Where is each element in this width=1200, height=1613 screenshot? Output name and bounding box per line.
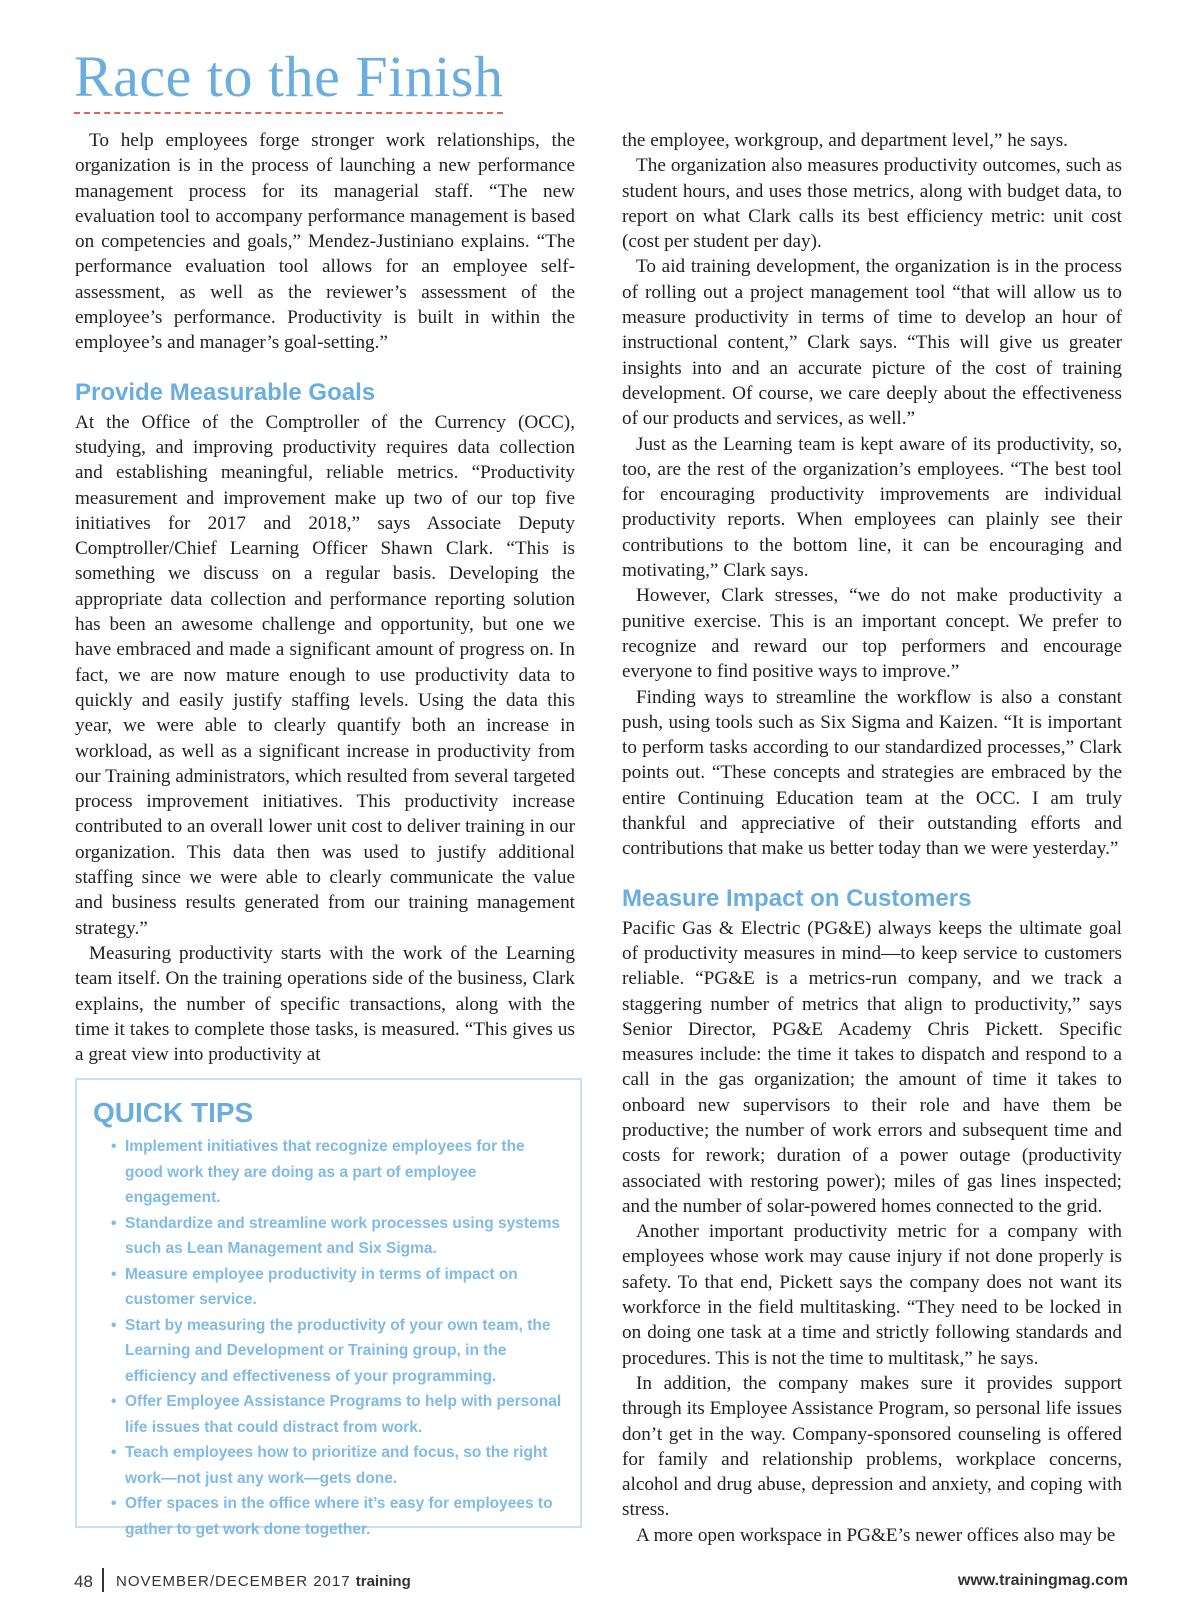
bullet-icon: • bbox=[111, 1495, 117, 1512]
list-item bbox=[93, 1389, 564, 1440]
paragraph: Just as the Learning team is kept aware of its productivity, so, too, are the rest of the organization’s employees. “The best tool for encouraging productivity improvements are individual productivity reports. When employees can plainly see their contributions to the bottom line, it can be encouraging and motivating,” Clark says. bbox=[622, 433, 1122, 582]
paragraph: Pacific Gas & Electric (PG&E) always keeps the ultimate goal of productivity measures in mind—to keep service to customers reliable. “PG&E is a metrics-run company, and we track a staggering number of metrics that align to productivity,” says Senior Director, PG&E Academy Chris Pickett. Specific measures include: the time it takes to dispatch and respond to a call in the gas organization; the amount of time it takes to onboard new supervisors to their role and have them be productive; the number of work errors and subsequent time and costs for rework; duration of a power outage (productivity associated with restoring power); miles of gas lines inspected; and the number of solar-powered homes connected to the grid. bbox=[622, 917, 1122, 1217]
paragraph: In addition, the company makes sure it provides support through its Employee Assistance Program, so personal life issues don’t get in the way. Company-sponsored counseling is offered for family and relationship problems, workplace concerns, alcohol and drug abuse, depression and anxiety, and coping with stress. bbox=[622, 1372, 1122, 1521]
bullet-icon: • bbox=[111, 1393, 117, 1410]
tip-text: Measure employee productivity in terms of impact on customer service. bbox=[125, 1265, 518, 1308]
section-heading-impact-customers: Measure Impact on Customers bbox=[622, 884, 972, 912]
website-url[interactable]: www.trainingmag.com bbox=[957, 1572, 1128, 1589]
tip-text: Standardize and streamline work processes using systems such as Lean Management and Six Sigma. bbox=[125, 1214, 561, 1257]
magazine-name: training bbox=[355, 1573, 411, 1590]
tip-text: Offer Employee Assistance Programs to help with personal life issues that could distract from work. bbox=[125, 1393, 562, 1436]
quick-tips-box bbox=[75, 1078, 582, 1538]
tip-text: Implement initiatives that recognize employees for the good work they are doing as a part of employee engagement. bbox=[125, 1138, 525, 1206]
paragraph: Another important productivity metric for a company with employees whose work may cause injury if not done properly is safety. To that end, Pickett says the company does not want its workforce in the field multitasking. “They need to be locked in on doing one task at a time and strictly following standards and procedures. This is not the time to multitask,” he says. bbox=[622, 1221, 1122, 1369]
bullet-icon: • bbox=[111, 1316, 117, 1334]
section-heading-measurable-goals: Provide Measurable Goals bbox=[75, 378, 376, 406]
article-title: Race to the Finish bbox=[74, 44, 503, 114]
list-item bbox=[93, 1313, 564, 1390]
tip-text: Start by measuring the productivity of your own team, the Learning and Development or Training group, in the efficiency and effectiveness of your programming. bbox=[125, 1316, 551, 1385]
list-item bbox=[93, 1491, 564, 1542]
list-item bbox=[93, 1262, 564, 1313]
tip-text: Teach employees how to prioritize and focus, so the right work—not just any work—gets done. bbox=[125, 1444, 548, 1487]
paragraph: To help employees forge stronger work relationships, the organization is in the process of launching a new performance management process for its managerial staff. “The new evaluation tool to accompany performance management is based on competencies and goals,” Mendez-Justiniano explains. “The performance evaluation tool allows for an employee self-assessment, as well as the reviewer’s assessment of the employee’s performance. Productivity is built in within the employee’s and manager’s goal-setting.” bbox=[75, 130, 575, 354]
paragraph: A more open workspace in PG&E’s newer offices also may be bbox=[636, 1524, 1116, 1546]
list-item bbox=[93, 1211, 564, 1262]
list-item bbox=[93, 1134, 564, 1211]
quick-tips-title: QUICK TIPS bbox=[93, 1097, 254, 1128]
bullet-icon: • bbox=[111, 1265, 117, 1283]
bullet-icon: • bbox=[111, 1138, 117, 1155]
paragraph: Measuring productivity starts with the work of the Learning team itself. On the training operations side of the business, Clark explains, the number of specific transactions, along with the time it takes to complete those tasks, is measured. “This gives us a great view into productivity at bbox=[75, 942, 575, 1066]
list-item bbox=[93, 1440, 564, 1491]
right-column bbox=[622, 128, 1122, 1548]
quick-tips-list bbox=[93, 1134, 564, 1542]
left-column bbox=[75, 128, 575, 1067]
tip-text: Offer spaces in the office where it’s easy for employees to gather to get work done together. bbox=[125, 1495, 553, 1538]
bullet-icon: • bbox=[111, 1214, 117, 1232]
paragraph: The organization also measures productivity outcomes, such as student hours, and uses those metrics, along with budget data, to report on what Clark calls its best efficiency metric: unit cost (cost per student per day). bbox=[622, 155, 1122, 253]
paragraph: Finding ways to streamline the workflow is also a constant push, using tools such as Six Sigma and Kaizen. “It is important to perform tasks according to our standardized processes,” Clark points out. “These concepts and strategies are embraced by the entire Continuing Education team at the OCC. I am truly thankful and appreciative of their outstanding efforts and contributions that make us better today than we were yesterday.” bbox=[622, 686, 1122, 860]
issue-date: NOVEMBER/DECEMBER 2017 bbox=[116, 1573, 351, 1590]
page-number: 48 bbox=[74, 1572, 93, 1591]
paragraph: To aid training development, the organization is in the process of rolling out a project management tool “that will allow us to measure productivity in terms of time to develop an hour of instructional content,” Clark says. “This will give us greater insights into and an accurate picture of the cost of training development. Of course, we care deeply about the effectiveness of our products and services, as well.” bbox=[622, 256, 1122, 430]
paragraph: the employee, workgroup, and department level,” he says. bbox=[622, 130, 1068, 151]
bullet-icon: • bbox=[111, 1444, 117, 1461]
paragraph: However, Clark stresses, “we do not make productivity a punitive exercise. This is an important concept. We prefer to recognize and reward our top performers and encourage everyone to find positive ways to improve.” bbox=[622, 585, 1122, 683]
footer-divider bbox=[102, 1568, 104, 1592]
issue-label bbox=[116, 1573, 411, 1590]
paragraph: At the Office of the Comptroller of the Currency (OCC), studying, and improving productivity requires data collection and establishing meaningful, reliable metrics. “Productivity measurement and improvement make up two of our top five initiatives for 2017 and 2018,” says Associate Deputy Comptroller/Chief Learning Officer Shawn Clark. “This is something we discuss on a regular basis. Developing the appropriate data collection and performance reporting solution has been an awesome challenge and opportunity, but one we have embraced and made a significant amount of progress on. In fact, we are now mature enough to use productivity data to quickly and easily justify staffing levels. Using the data this year, we were able to clearly quantify both an increase in workload, as well as a significant increase in productivity from our Training administrators, which resulted from several targeted process improvement initiatives. This productivity increase contributed to an overall lower unit cost to deliver training in our organization. This data then was used to justify additional staffing since we were able to clearly communicate the value and business results generated from our training management strategy.” bbox=[75, 411, 575, 939]
page-footer bbox=[74, 1568, 1128, 1594]
